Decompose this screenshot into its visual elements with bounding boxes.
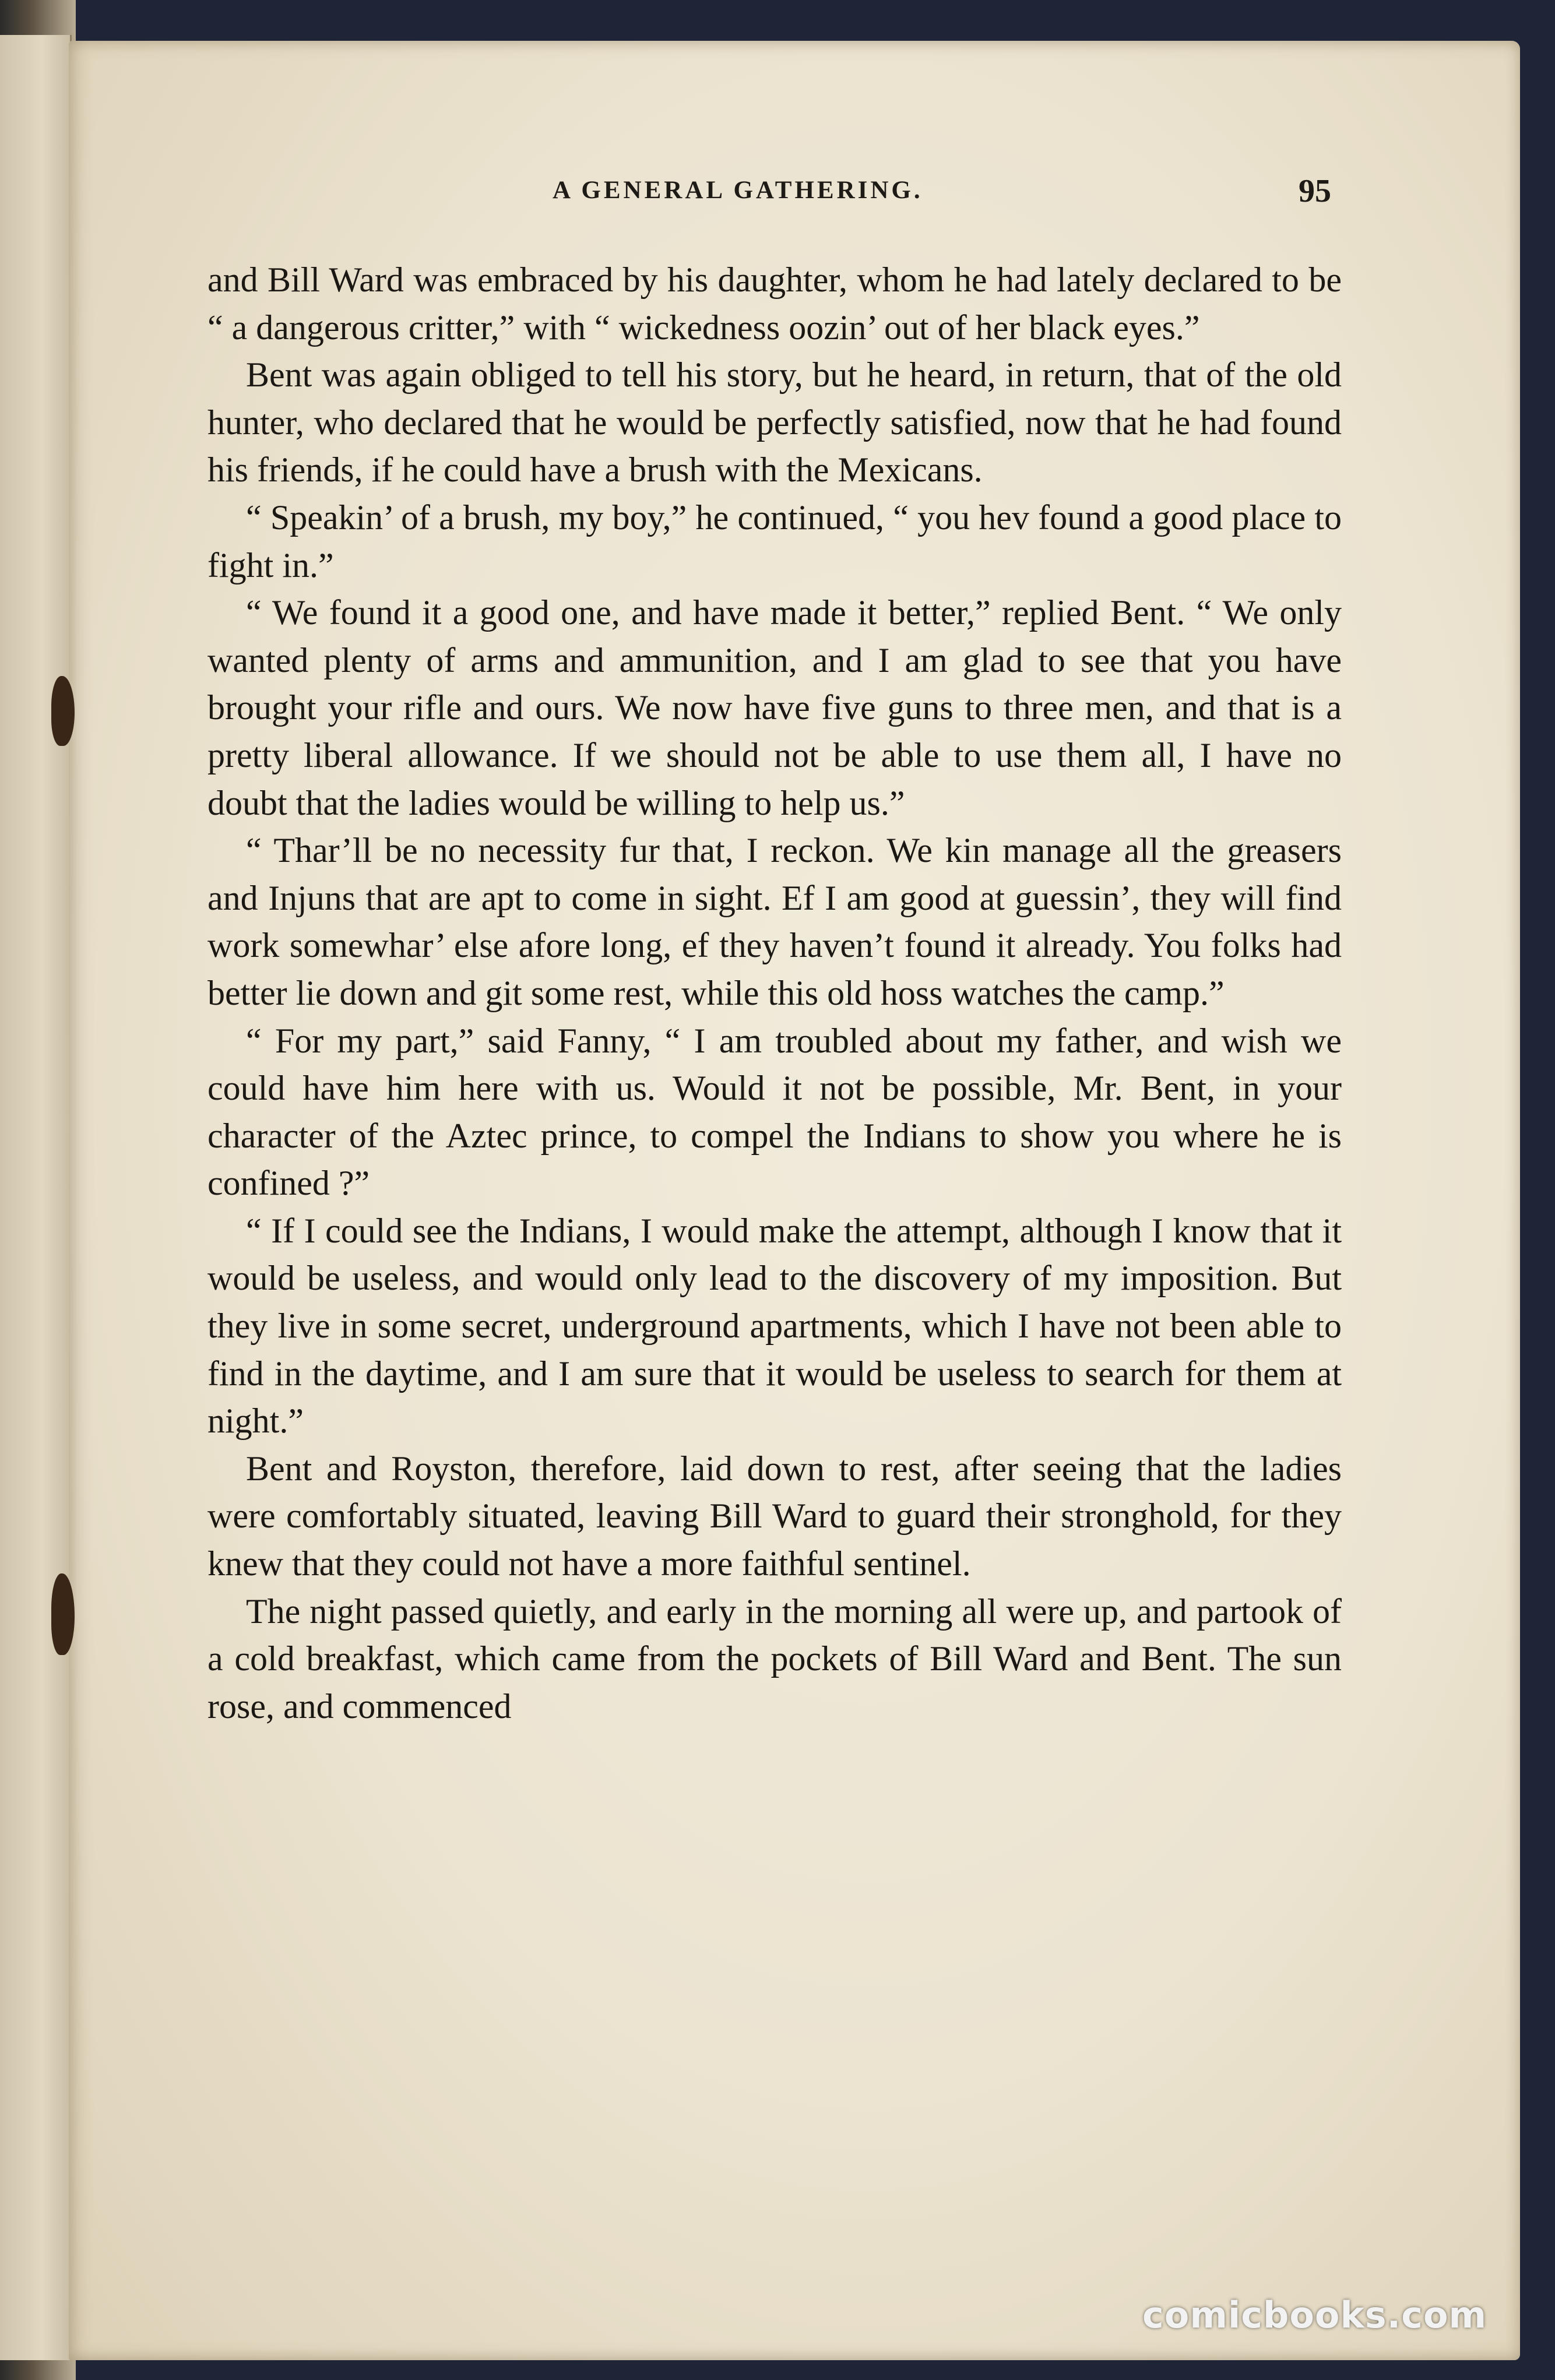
binding-damage-mark: [51, 676, 75, 746]
running-head: [0, 173, 1555, 217]
paragraph: Bent was again obliged to tell his story, but he heard, in return, that of the old hunter, who declared that he would be perfectly satisfied, now that he had found his friends, if he could have a brush with the Mexicans.: [207, 355, 1342, 490]
paragraph: “ Thar’ll be no necessity fur that, I reckon. We kin manage all the greasers and Injuns that are apt to come in sight. Ef I am good at guessin’, they will find work somewhar’ else afore long, ef they haven’t found it already. You folks had better lie down and git some rest, while this old hoss watches the camp.”: [207, 831, 1342, 1012]
watermark: comicbooks.com: [1142, 2294, 1487, 2336]
page-number: 95: [1299, 173, 1331, 209]
binding-damage-mark: [51, 1573, 75, 1655]
chapter-running-title: A GENERAL GATHERING.: [553, 177, 923, 204]
body-text: [207, 256, 1342, 1730]
previous-page-edge: [0, 35, 72, 2360]
paragraph: “ We found it a good one, and have made it better,” replied Bent. “ We only wanted plenty of arms and ammunition, and I am glad to see that you have brought your rifle and ours. We now have five guns to three men, and that is a pretty liberal allowance. If we should not be able to use them all, I have no doubt that the ladies would be willing to help us.”: [207, 593, 1342, 822]
paragraph: and Bill Ward was embraced by his daughter, whom he had lately declared to be “ a dangerous critter,” with “ wickedness oozin’ out of her black eyes.”: [207, 260, 1342, 347]
paragraph: Bent and Royston, therefore, laid down to rest, after seeing that the ladies were comfortably situated, leaving Bill Ward to guard their stronghold, for they knew that they could not have a more faithful sentinel.: [207, 1449, 1342, 1583]
paragraph: The night passed quietly, and early in the morning all were up, and partook of a cold breakfast, which came from the pockets of Bill Ward and Bent. The sun rose, and commenced: [207, 1592, 1342, 1726]
paragraph: “ Speakin’ of a brush, my boy,” he continued, “ you hev found a good place to fight in.”: [207, 498, 1342, 585]
paragraph: “ If I could see the Indians, I would make the attempt, although I know that it would be useless, and would only lead to the discovery of my imposition. But they live in some secret, underground apartments, which I have not been able to find in the daytime, and I am sure that it would be useless to search for them at night.”: [207, 1211, 1342, 1441]
paragraph: “ For my part,” said Fanny, “ I am troubled about my father, and wish we could have him here with us. Would it not be possible, Mr. Bent, in your character of the Aztec prince, to compel the Indians to show you where he is confined ?”: [207, 1021, 1342, 1203]
